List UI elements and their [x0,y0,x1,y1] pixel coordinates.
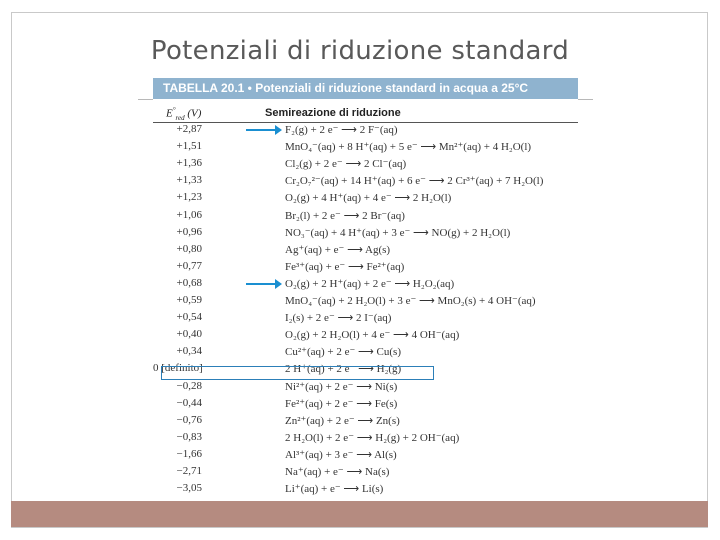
title-underline-right [578,99,593,100]
half-reaction: Fe³⁺(aq) + e⁻ ⟶ Fe²⁺(aq) [285,260,405,273]
potential-value: +0,80 [176,242,202,255]
table-caption: TABELLA 20.1 • Potenziali di riduzione standard in acqua a 25°C [163,81,529,95]
half-reaction: O₂(g) + 2 H⁺(aq) + 2 e⁻ ⟶ H₂O₂(aq) [285,277,455,290]
footer-bar [11,501,708,527]
half-reaction: MnO₄⁻(aq) + 8 H⁺(aq) + 5 e⁻ ⟶ Mn²⁺(aq) + 4 H₂O(l) [285,141,532,154]
title-underline-left [138,99,153,100]
table-row [153,293,578,310]
table-row [153,379,578,396]
slide-title: Potenziali di riduzione standard [150,36,570,66]
oxygen-peroxide-arrow-icon [246,283,276,285]
table-row [153,327,578,344]
table-row [153,173,578,190]
half-reaction: NO₃⁻(aq) + 4 H⁺(aq) + 3 e⁻ ⟶ NO(g) + 2 H₂O(l) [285,226,511,239]
table-row [153,464,578,481]
potential-value: −1,66 [176,447,202,460]
half-reaction: Fe²⁺(aq) + 2 e⁻ ⟶ Fe(s) [285,397,398,410]
potential-value: +0,40 [176,328,202,341]
column-header-half-reaction: Semireazione di riduzione [265,107,401,119]
table-row [153,447,578,464]
potential-value: −0,76 [176,413,202,426]
half-reaction: Cr₂O₇²⁻(aq) + 14 H⁺(aq) + 6 e⁻ ⟶ 2 Cr³⁺(aq) + 7 H₂O(l) [285,175,544,188]
reduction-potential-table [153,78,578,498]
potential-value: +2,87 [176,123,202,135]
potential-value: +1,23 [176,191,202,204]
potential-value: +0,77 [176,259,202,272]
half-reaction: Na⁺(aq) + e⁻ ⟶ Na(s) [285,466,390,478]
table-row [153,208,578,225]
potential-value: +0,34 [176,345,202,358]
column-header-potential: $E^\circ_{red}$ (V) [166,106,202,122]
potential-value: +0,54 [176,311,202,324]
table-row [153,242,578,259]
half-reaction: O₂(g) + 4 H⁺(aq) + 4 e⁻ ⟶ 2 H₂O(l) [285,192,452,205]
half-reaction: Zn²⁺(aq) + 2 e⁻ ⟶ Zn(s) [285,414,400,427]
table-row [153,139,578,156]
table-row [153,310,578,327]
table-row [153,430,578,447]
half-reaction: Br₂(l) + 2 e⁻ ⟶ 2 Br⁻(aq) [285,209,405,222]
half-reaction: I₂(s) + 2 e⁻ ⟶ 2 I⁻(aq) [285,312,392,325]
half-reaction: Ni²⁺(aq) + 2 e⁻ ⟶ Ni(s) [285,380,398,393]
fluorine-arrow-icon [246,129,276,131]
table-row [153,225,578,242]
potential-value: −0,28 [176,379,202,392]
half-reaction: Li⁺(aq) + e⁻ ⟶ Li(s) [285,483,384,496]
half-reaction: O₂(g) + 2 H₂O(l) + 4 e⁻ ⟶ 4 OH⁻(aq) [285,329,460,342]
table-row [153,122,578,139]
half-reaction: Cl₂(g) + 2 e⁻ ⟶ 2 Cl⁻(aq) [285,158,407,171]
potential-value: +1,06 [176,208,202,221]
reference-row-highlight [161,366,434,380]
half-reaction: Cu²⁺(aq) + 2 e⁻ ⟶ Cu(s) [285,346,402,359]
table-row [153,344,578,361]
potential-value: +1,51 [176,140,202,153]
potential-value: −2,71 [176,465,202,477]
table-row [153,190,578,207]
table-row [153,276,578,293]
potential-value: +0,68 [176,276,202,289]
table-row [153,396,578,413]
table-row [153,481,578,498]
table-caption-bar [153,78,578,99]
half-reaction: F₂(g) + 2 e⁻ ⟶ 2 F⁻(aq) [285,124,398,136]
potential-value: 0 [definito] [153,362,203,375]
potential-value: −3,05 [176,482,202,495]
half-reaction: Ag⁺(aq) + e⁻ ⟶ Ag(s) [285,243,391,256]
potential-value: +0,96 [176,225,202,238]
potential-value: −0,44 [176,396,202,409]
potential-value: +0,59 [176,294,202,306]
half-reaction: MnO₄⁻(aq) + 2 H₂O(l) + 3 e⁻ ⟶ MnO₂(s) + 4 OH⁻(aq) [285,295,536,307]
half-reaction: Al³⁺(aq) + 3 e⁻ ⟶ Al(s) [285,448,397,461]
table-row [153,156,578,173]
half-reaction: 2 H₂O(l) + 2 e⁻ ⟶ H₂(g) + 2 OH⁻(aq) [285,431,460,444]
half-reaction: 2 H⁺(aq) + 2 e⁻ ⟶ H₂(g) [285,363,402,376]
table-row [153,259,578,276]
potential-value: +1,33 [176,174,202,187]
potential-value: −0,83 [176,430,202,443]
table-row [153,413,578,430]
potential-value: +1,36 [176,157,202,170]
